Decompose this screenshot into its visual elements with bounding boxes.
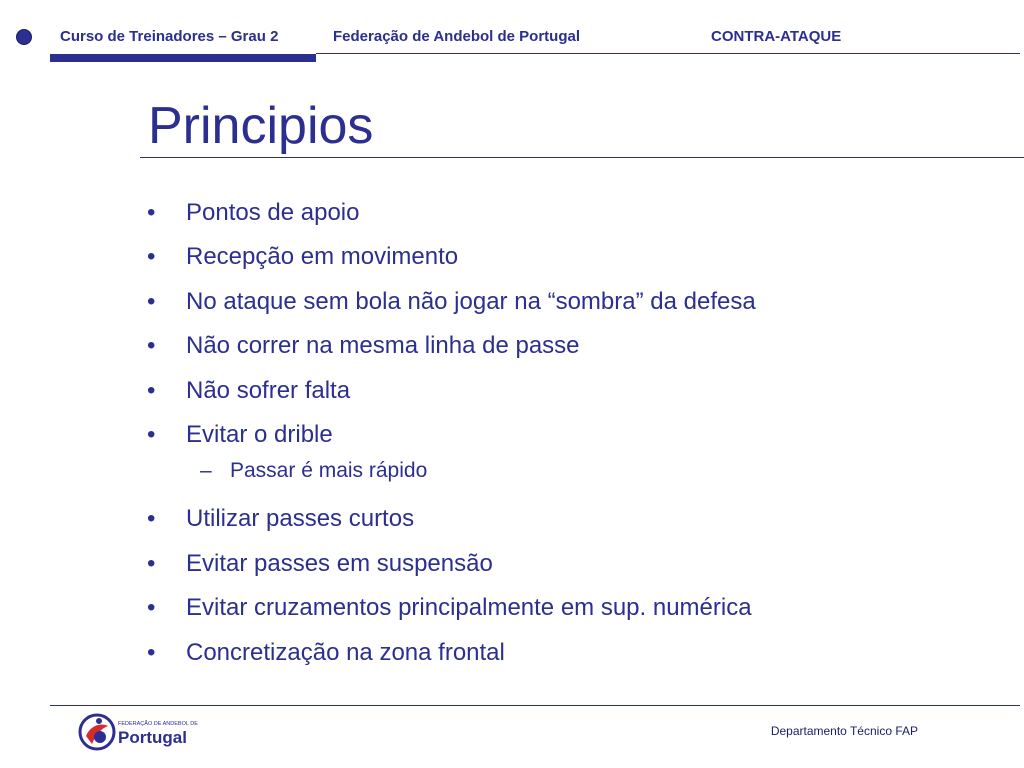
bullet-item [0,412,1024,456]
footer-department: Departamento Técnico FAP [770,724,918,738]
bullet-text: Pontos de apoio [186,199,360,226]
title-underline [140,157,1024,158]
bullet-marker: • [147,376,156,404]
bullet-text: No ataque sem bola não jogar na “sombra” da defesa [186,287,756,315]
bullet-text: Recepção em movimento [186,243,459,271]
header-topic: CONTRA-ATAQUE [711,28,842,45]
bullet-item [0,190,1024,234]
bullet-list [0,190,1024,674]
bullet-item [0,541,1024,585]
bullet-marker: • [147,638,156,666]
bullet-item [0,368,1024,412]
bullet-text: Evitar cruzamentos principalmente em sup. numérica [186,594,752,622]
bullet-item [0,279,1024,323]
bullet-text: Evitar o drible [186,420,333,448]
header-bullet-dot [16,29,32,45]
federation-logo [78,712,198,752]
bullet-marker: • [147,243,156,271]
footer-divider-line [50,705,1020,706]
sub-bullet-text: Passar é mais rápido [230,459,428,483]
logo-large-text: Portugal [118,728,187,747]
header-course-title: Curso de Treinadores – Grau 2 [60,28,279,45]
header-accent-bar [50,54,316,62]
bullet-text: Não correr na mesma linha de passe [186,332,580,360]
bullet-marker: • [147,594,156,622]
bullet-marker: • [147,199,156,226]
bullet-marker: • [147,505,156,533]
bullet-item [0,496,1024,540]
bullet-marker: • [147,549,156,577]
bullet-text: Evitar passes em suspensão [186,549,493,577]
bullet-item [0,234,1024,278]
logo-small-text: FEDERAÇÃO DE ANDEBOL DE [118,721,198,727]
bullet-marker: • [147,420,156,448]
bullet-item [0,323,1024,367]
bullet-text: Utilizar passes curtos [186,505,415,533]
bullet-text: Não sofrer falta [186,376,351,404]
sub-bullet-item [0,456,1024,496]
slide-title: Principios [148,97,374,155]
bullet-text: Concretização na zona frontal [186,638,505,666]
header-divider-line [316,53,1020,54]
sub-bullet-marker: – [200,459,212,483]
header-federation-name: Federação de Andebol de Portugal [333,28,580,45]
bullet-item [0,630,1024,674]
bullet-item [0,585,1024,629]
bullet-marker: • [147,287,156,315]
bullet-marker: • [147,332,156,360]
